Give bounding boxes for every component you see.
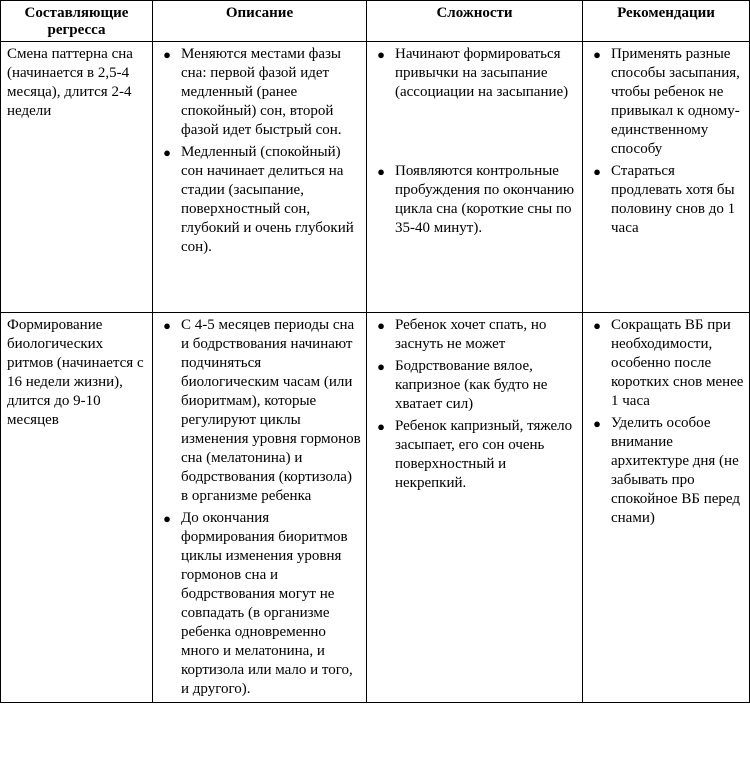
header-difficulties: Сложности: [367, 1, 583, 42]
row-description: [153, 42, 367, 313]
table-row: [1, 42, 750, 313]
list-item: ● Медленный (спокойный) сон начинает делиться на стадии (засыпание, поверхностный сон, глубокий и очень глубокий сон).: [153, 143, 362, 257]
header-recommendations: Рекомендации: [583, 1, 750, 42]
bullet-icon: ●: [377, 318, 385, 333]
component-text: Формирование биологических ритмов (начинается с 16 недели жизни), длится до 9-10 месяцев: [7, 317, 144, 428]
list-item: ● Появляются контрольные пробуждения по окончанию цикла сна (короткие сны по 35-40 минут).: [367, 162, 578, 238]
row-component: [1, 313, 153, 703]
list-item: ● До окончания формирования биоритмов циклы изменения уровня гормонов сна и бодрствования могут не совпадать (в организме ребенка одновременно много и мелатонина, и кортизола или мало и того, и другого).: [153, 509, 362, 699]
component-text: Смена паттерна сна (начинается в 2,5-4 месяца), длится 2-4 недели: [7, 46, 133, 119]
list-item: ● Бодрствование вялое, капризное (как будто не хватает сил): [367, 357, 578, 414]
bullet-icon: ●: [593, 47, 601, 62]
list-item: ● Стараться продлевать хотя бы половину снов до 1 часа: [583, 162, 745, 238]
difficulties-list: [367, 313, 582, 493]
bullet-icon: ●: [377, 47, 385, 62]
difficulties-list: [367, 42, 582, 238]
row-difficulties: [367, 42, 583, 313]
bullet-icon: ●: [593, 318, 601, 333]
list-item: ● Ребенок капризный, тяжело засыпает, его сон очень поверхностный и некрепкий.: [367, 417, 578, 493]
list-item: ● Начинают формироваться привычки на засыпание (ассоциации на засыпание): [367, 45, 578, 102]
row-difficulties: [367, 313, 583, 703]
description-list: [153, 42, 366, 257]
header-description: Описание: [153, 1, 367, 42]
bullet-icon: ●: [593, 416, 601, 431]
header-component: Составляющие регресса: [1, 1, 153, 42]
recommendations-list: [583, 42, 749, 238]
bullet-icon: ●: [163, 318, 171, 333]
bullet-icon: ●: [163, 145, 171, 160]
bullet-icon: ●: [377, 164, 385, 179]
row-recommendations: [583, 42, 750, 313]
list-item: ● Ребенок хочет спать, но заснуть не может: [367, 316, 578, 354]
row-recommendations: [583, 313, 750, 703]
bullet-icon: ●: [377, 359, 385, 374]
recommendations-list: [583, 313, 749, 528]
row-description: [153, 313, 367, 703]
bullet-icon: ●: [163, 47, 171, 62]
bullet-icon: ●: [377, 419, 385, 434]
list-item: ● Применять разные способы засыпания, чтобы ребенок не привыкал к одному-единственному способу: [583, 45, 745, 159]
list-item: ● Уделить особое внимание архитектуре дня (не забывать про спокойное ВБ перед снами): [583, 414, 745, 528]
list-item: ● Сокращать ВБ при необходимости, особенно после коротких снов менее 1 часа: [583, 316, 745, 411]
bullet-icon: ●: [593, 164, 601, 179]
bullet-icon: ●: [163, 511, 171, 526]
table-row: [1, 313, 750, 703]
header-row: [1, 1, 750, 42]
row-component: [1, 42, 153, 313]
list-item: ● С 4-5 месяцев периоды сна и бодрствования начинают подчиняться биологическим часам (или биоритмам), которые регулируют циклы изменения уровня гормонов сна (мелатонина) и бодрствования (кортизола) в организме ребенка: [153, 316, 362, 506]
description-list: [153, 313, 366, 699]
list-item: ● Меняются местами фазы сна: первой фазой идет медленный (ранее спокойный) сон, второй фазой идет быстрый сон.: [153, 45, 362, 140]
